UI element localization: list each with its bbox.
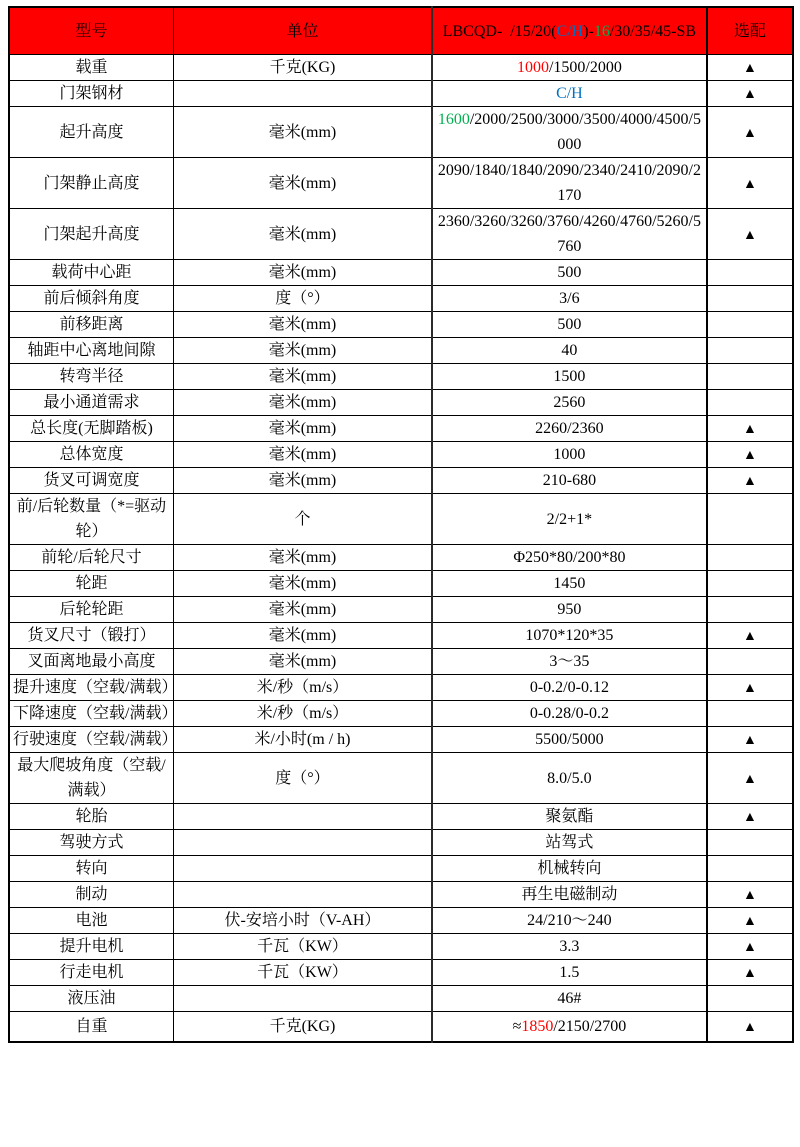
- optional-cell: [707, 882, 793, 908]
- spec-label: 行走电机: [9, 960, 173, 986]
- spec-unit: 米/秒（m/s）: [173, 675, 432, 701]
- optional-cell: [707, 494, 793, 545]
- table-row: [9, 338, 793, 364]
- optional-cell: [707, 312, 793, 338]
- table-header-row: [9, 7, 793, 55]
- table-row: [9, 649, 793, 675]
- spec-value: [432, 1012, 707, 1043]
- spec-label: 载荷中心距: [9, 260, 173, 286]
- spec-value: [432, 81, 707, 107]
- optional-cell: [707, 908, 793, 934]
- spec-unit: 米/小时(m / h): [173, 727, 432, 753]
- value-segment: /2000/2500/3000/3500/4000/4500/5000: [469, 111, 701, 153]
- optional-triangle-icon: ▲: [742, 733, 757, 748]
- spec-unit: [173, 830, 432, 856]
- spec-unit: 毫米(mm): [173, 312, 432, 338]
- spec-unit: 毫米(mm): [173, 649, 432, 675]
- spec-value: [432, 882, 707, 908]
- value-segment: ≈: [512, 1018, 522, 1035]
- spec-value: [432, 286, 707, 312]
- optional-cell: [707, 545, 793, 571]
- table-row: [9, 623, 793, 649]
- optional-triangle-icon: ▲: [742, 87, 757, 102]
- spec-label: 门架钢材: [9, 81, 173, 107]
- header-option-col: 选配: [707, 7, 793, 55]
- spec-unit: [173, 986, 432, 1012]
- value-segment: 1500: [553, 368, 586, 385]
- spec-label: 门架静止高度: [9, 158, 173, 209]
- spec-unit: 毫米(mm): [173, 364, 432, 390]
- spec-label: 液压油: [9, 986, 173, 1012]
- table-row: [9, 364, 793, 390]
- optional-cell: [707, 81, 793, 107]
- optional-triangle-icon: ▲: [742, 176, 757, 192]
- optional-cell: [707, 727, 793, 753]
- header-unit-col: 单位: [173, 7, 432, 55]
- value-segment: 1600: [437, 111, 470, 128]
- value-segment: C/H: [556, 85, 583, 102]
- table-row: [9, 494, 793, 545]
- value-segment: 3/6: [559, 290, 580, 307]
- table-row: [9, 908, 793, 934]
- spec-value: [432, 442, 707, 468]
- spec-label: 货叉可调宽度: [9, 468, 173, 494]
- spec-label: 电池: [9, 908, 173, 934]
- spec-unit: 米/秒（m/s）: [173, 701, 432, 727]
- value-segment: 210-680: [542, 472, 597, 489]
- table-row: [9, 727, 793, 753]
- value-segment: 24/210～240: [527, 912, 612, 929]
- spec-label: 下降速度（空载/满载）: [9, 701, 173, 727]
- optional-cell: [707, 158, 793, 209]
- spec-unit: [173, 856, 432, 882]
- spec-value: [432, 416, 707, 442]
- optional-cell: [707, 649, 793, 675]
- spec-value: [432, 701, 707, 727]
- optional-cell: [707, 934, 793, 960]
- spec-unit: 伏-安培小时（V-AH）: [173, 908, 432, 934]
- spec-label: 轮胎: [9, 804, 173, 830]
- optional-triangle-icon: ▲: [742, 771, 757, 787]
- table-row: [9, 468, 793, 494]
- table-row: [9, 312, 793, 338]
- spec-label: 载重: [9, 55, 173, 81]
- optional-cell: [707, 960, 793, 986]
- spec-unit: 千克(KG): [173, 55, 432, 81]
- table-row: [9, 416, 793, 442]
- spec-label: 提升速度（空载/满载）: [9, 675, 173, 701]
- spec-unit: 毫米(mm): [173, 545, 432, 571]
- spec-label: 前后倾斜角度: [9, 286, 173, 312]
- value-segment: 2560: [553, 394, 586, 411]
- optional-triangle-icon: ▲: [742, 1020, 757, 1035]
- value-segment: 站驾式: [545, 834, 594, 851]
- spec-label: 提升电机: [9, 934, 173, 960]
- value-segment: 5500/5000: [535, 731, 604, 748]
- spec-unit: 毫米(mm): [173, 209, 432, 260]
- spec-value: [432, 158, 707, 209]
- optional-cell: [707, 1012, 793, 1043]
- spec-value: [432, 468, 707, 494]
- table-row: [9, 442, 793, 468]
- spec-value: [432, 623, 707, 649]
- table-row: [9, 286, 793, 312]
- value-segment: 1.5: [559, 964, 580, 981]
- spec-value: [432, 727, 707, 753]
- value-segment: 0-0.2/0-0.12: [529, 679, 609, 696]
- table-row: [9, 107, 793, 158]
- spec-label: 轮距: [9, 571, 173, 597]
- table-row: [9, 209, 793, 260]
- spec-label: 起升高度: [9, 107, 173, 158]
- optional-cell: [707, 571, 793, 597]
- value-segment: C/H: [556, 22, 584, 40]
- spec-label: 驾驶方式: [9, 830, 173, 856]
- spec-value: [432, 597, 707, 623]
- header-model-col: 型号: [9, 7, 173, 55]
- table-row: [9, 260, 793, 286]
- spec-label: 叉面离地最小高度: [9, 649, 173, 675]
- optional-cell: [707, 338, 793, 364]
- table-row: [9, 390, 793, 416]
- spec-label: 前移距离: [9, 312, 173, 338]
- value-segment: 500: [557, 316, 582, 333]
- spec-unit: [173, 804, 432, 830]
- optional-cell: [707, 364, 793, 390]
- optional-cell: [707, 856, 793, 882]
- value-segment: Φ250*80/200*80: [513, 549, 626, 566]
- value-segment: 2090/1840/1840/2090/2340/2410/2090/2170: [437, 162, 701, 204]
- table-row: [9, 960, 793, 986]
- value-segment: 1450: [553, 575, 586, 592]
- optional-cell: [707, 597, 793, 623]
- value-segment: 2/2+1*: [546, 510, 593, 528]
- spec-value: [432, 856, 707, 882]
- value-segment: 3～35: [549, 653, 590, 670]
- spec-unit: [173, 882, 432, 908]
- spec-value: [432, 364, 707, 390]
- spec-value: [432, 494, 707, 545]
- spec-label: 前/后轮数量（*=驱动轮）: [9, 494, 173, 545]
- table-row: [9, 81, 793, 107]
- optional-cell: [707, 830, 793, 856]
- spec-label: 总体宽度: [9, 442, 173, 468]
- value-segment: )-: [583, 22, 594, 40]
- spec-label: 后轮轮距: [9, 597, 173, 623]
- spec-label: 制动: [9, 882, 173, 908]
- spec-value: [432, 260, 707, 286]
- value-segment: /30/35/45-SB: [609, 22, 697, 40]
- optional-triangle-icon: ▲: [742, 940, 757, 955]
- spec-value: [432, 960, 707, 986]
- value-segment: 机械转向: [537, 860, 602, 877]
- optional-triangle-icon: ▲: [742, 629, 757, 644]
- table-row: [9, 1012, 793, 1043]
- spec-unit: 毫米(mm): [173, 158, 432, 209]
- value-segment: 2260/2360: [535, 420, 604, 437]
- optional-cell: [707, 55, 793, 81]
- optional-cell: [707, 260, 793, 286]
- value-segment: 再生电磁制动: [521, 886, 618, 903]
- table-row: [9, 675, 793, 701]
- optional-cell: [707, 623, 793, 649]
- spec-value: [432, 312, 707, 338]
- optional-triangle-icon: ▲: [742, 810, 757, 825]
- table-row: [9, 753, 793, 804]
- value-segment: /1500/2000: [548, 59, 622, 76]
- spec-unit: 千瓦（KW）: [173, 960, 432, 986]
- optional-triangle-icon: ▲: [742, 422, 757, 437]
- value-segment: 聚氨酯: [545, 808, 594, 825]
- spec-label: 门架起升高度: [9, 209, 173, 260]
- optional-triangle-icon: ▲: [742, 448, 757, 463]
- spec-value: [432, 753, 707, 804]
- optional-cell: [707, 986, 793, 1012]
- value-segment: /2150/2700: [553, 1018, 627, 1035]
- spec-unit: 毫米(mm): [173, 390, 432, 416]
- table-row: [9, 597, 793, 623]
- optional-triangle-icon: ▲: [742, 966, 757, 981]
- table-row: [9, 986, 793, 1012]
- spec-value: [432, 390, 707, 416]
- spec-unit: 毫米(mm): [173, 260, 432, 286]
- optional-triangle-icon: ▲: [742, 125, 757, 141]
- optional-cell: [707, 753, 793, 804]
- table-row: [9, 158, 793, 209]
- value-segment: 40: [561, 342, 578, 359]
- optional-triangle-icon: ▲: [742, 681, 757, 696]
- value-segment: 16: [593, 22, 610, 40]
- optional-cell: [707, 107, 793, 158]
- spec-label: 自重: [9, 1012, 173, 1043]
- spec-unit: 个: [173, 494, 432, 545]
- spec-value: [432, 675, 707, 701]
- value-segment: 0-0.28/0-0.2: [529, 705, 609, 722]
- optional-cell: [707, 701, 793, 727]
- spec-unit: 毫米(mm): [173, 571, 432, 597]
- spec-unit: 毫米(mm): [173, 623, 432, 649]
- optional-triangle-icon: ▲: [742, 474, 757, 489]
- spec-unit: 毫米(mm): [173, 597, 432, 623]
- spec-label: 轴距中心离地间隙: [9, 338, 173, 364]
- spec-unit: 千瓦（KW）: [173, 934, 432, 960]
- optional-cell: [707, 468, 793, 494]
- spec-unit: 度（°）: [173, 286, 432, 312]
- optional-triangle-icon: ▲: [742, 61, 757, 76]
- spec-unit: 毫米(mm): [173, 338, 432, 364]
- value-segment: 8.0/5.0: [547, 769, 592, 787]
- spec-label: 前轮/后轮尺寸: [9, 545, 173, 571]
- spec-value: [432, 545, 707, 571]
- spec-unit: 毫米(mm): [173, 107, 432, 158]
- table-row: [9, 701, 793, 727]
- table-row: [9, 804, 793, 830]
- optional-cell: [707, 209, 793, 260]
- spec-label: 最小通道需求: [9, 390, 173, 416]
- value-segment: 1070*120*35: [525, 627, 614, 644]
- spec-value: [432, 338, 707, 364]
- spec-unit: 度（°）: [173, 753, 432, 804]
- spec-unit: 毫米(mm): [173, 442, 432, 468]
- value-segment: 1000: [553, 446, 586, 463]
- value-segment: LBCQD- /15/20(: [442, 22, 557, 40]
- spec-table-body: [9, 55, 793, 1043]
- spec-label: 货叉尺寸（锻打）: [9, 623, 173, 649]
- optional-cell: [707, 675, 793, 701]
- spec-unit: 千克(KG): [173, 1012, 432, 1043]
- table-row: [9, 856, 793, 882]
- spec-unit: 毫米(mm): [173, 468, 432, 494]
- table-row: [9, 55, 793, 81]
- spec-value: [432, 571, 707, 597]
- value-segment: 1000: [516, 59, 549, 76]
- value-segment: 950: [557, 601, 582, 618]
- table-row: [9, 830, 793, 856]
- optional-triangle-icon: ▲: [742, 888, 757, 903]
- value-segment: 46#: [557, 990, 582, 1007]
- table-row: [9, 545, 793, 571]
- optional-cell: [707, 416, 793, 442]
- optional-triangle-icon: ▲: [742, 914, 757, 929]
- spec-label: 转弯半径: [9, 364, 173, 390]
- spec-value: [432, 804, 707, 830]
- spec-value: [432, 55, 707, 81]
- value-segment: 3.3: [559, 938, 580, 955]
- spec-unit: 毫米(mm): [173, 416, 432, 442]
- table-row: [9, 571, 793, 597]
- spec-value: [432, 107, 707, 158]
- spec-value: [432, 986, 707, 1012]
- spec-value: [432, 934, 707, 960]
- optional-cell: [707, 286, 793, 312]
- spec-value: [432, 830, 707, 856]
- spec-value: [432, 908, 707, 934]
- spec-label: 转向: [9, 856, 173, 882]
- optional-cell: [707, 804, 793, 830]
- optional-triangle-icon: ▲: [742, 227, 757, 243]
- spec-label: 最大爬坡角度（空载/满载）: [9, 753, 173, 804]
- product-model-header: [432, 7, 707, 55]
- spec-value: [432, 209, 707, 260]
- value-segment: 2360/3260/3260/3760/4260/4760/5260/5760: [437, 213, 701, 255]
- optional-cell: [707, 442, 793, 468]
- value-segment: 1850: [521, 1018, 554, 1035]
- spec-label: 总长度(无脚踏板): [9, 416, 173, 442]
- spec-label: 行驶速度（空载/满载）: [9, 727, 173, 753]
- spec-value: [432, 649, 707, 675]
- table-row: [9, 882, 793, 908]
- spec-unit: [173, 81, 432, 107]
- spec-table: [8, 6, 794, 1043]
- optional-cell: [707, 390, 793, 416]
- value-segment: 500: [557, 264, 582, 281]
- table-row: [9, 934, 793, 960]
